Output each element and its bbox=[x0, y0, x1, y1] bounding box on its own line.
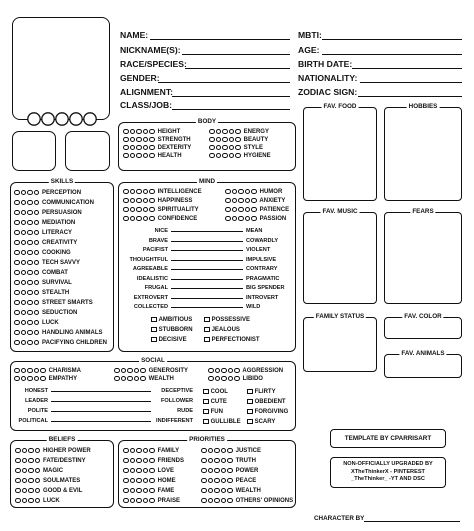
skill-row[interactable]: COMMUNICATION bbox=[14, 198, 107, 208]
mbti-label: MBTI: bbox=[298, 30, 322, 40]
spectrum-row[interactable]: THOUGHTFUL IMPULSIVE bbox=[129, 256, 277, 263]
checkbox-row[interactable]: FLIRTY bbox=[247, 387, 288, 397]
stat-row[interactable]: ANXIETY bbox=[225, 197, 289, 206]
social-mid-list bbox=[114, 367, 188, 383]
birth-date-line[interactable] bbox=[352, 68, 462, 69]
mind-section bbox=[118, 178, 296, 352]
stat-row[interactable]: BEAUTY bbox=[209, 136, 271, 144]
race-line[interactable] bbox=[185, 68, 290, 69]
skills-title: SKILLS bbox=[50, 178, 74, 185]
spectrum-row[interactable]: COLLECTED WILD bbox=[133, 304, 261, 310]
checkbox-row[interactable]: GULLIBLE bbox=[203, 417, 241, 427]
stat-row[interactable]: GENEROSITY bbox=[114, 367, 188, 375]
skill-row[interactable]: COOKING bbox=[14, 248, 107, 258]
priority-row[interactable]: FAME bbox=[123, 486, 184, 496]
portrait-small-right[interactable] bbox=[65, 131, 110, 171]
stat-row[interactable]: STYLE bbox=[209, 144, 271, 152]
character-by-line[interactable] bbox=[364, 521, 460, 522]
fav-animals-title: FAV. ANIMALS bbox=[401, 350, 445, 357]
spectrum-row[interactable]: POLITICAL INDIFFERENT bbox=[18, 418, 193, 424]
stat-row[interactable]: SPIRITUALITY bbox=[123, 206, 202, 215]
spectrum-row[interactable]: NICE MEAN bbox=[154, 228, 263, 234]
race-label: RACE/SPECIES: bbox=[120, 59, 187, 69]
skill-row[interactable]: MEDIATION bbox=[14, 218, 107, 228]
upgrade-credit-line3: _TheThinker_ -YT AND DSC bbox=[351, 476, 425, 483]
template-credit-box bbox=[330, 429, 446, 448]
checkbox-row[interactable]: PERFECTIONIST bbox=[204, 335, 260, 345]
stat-row[interactable]: STRENGTH bbox=[123, 136, 191, 144]
class-job-label: CLASS/JOB: bbox=[120, 100, 173, 110]
priority-row[interactable]: JUSTICE bbox=[201, 446, 293, 456]
stat-row[interactable]: PATIENCE bbox=[225, 206, 289, 215]
stat-row[interactable]: PASSION bbox=[225, 215, 289, 224]
skill-row[interactable]: COMBAT bbox=[14, 268, 107, 278]
mind-title: MIND bbox=[198, 178, 216, 185]
spectrum-row[interactable]: EXTROVERT INTROVERT bbox=[133, 294, 279, 301]
fears-box[interactable] bbox=[384, 208, 462, 304]
priority-row[interactable]: PEACE bbox=[201, 476, 293, 486]
checkbox-row[interactable]: OBEDIENT bbox=[247, 397, 288, 407]
spectrum-row[interactable]: HONEST DECEPTIVE bbox=[24, 388, 193, 394]
priority-row[interactable]: LOVE bbox=[123, 466, 184, 476]
stat-row[interactable]: AGGRESSION bbox=[208, 367, 283, 375]
priority-row[interactable]: POWER bbox=[201, 466, 293, 476]
belief-row[interactable]: GOOD & EVIL bbox=[15, 486, 91, 496]
checkbox-row[interactable]: POSSESSIVE bbox=[204, 315, 260, 325]
fav-color-box[interactable] bbox=[384, 313, 462, 339]
body-section bbox=[118, 118, 296, 171]
skills-section bbox=[10, 178, 114, 352]
social-right-list bbox=[208, 367, 283, 383]
mind-checks-left bbox=[151, 315, 193, 345]
upgrade-credit-line1: NON-OFFICIALLY UPGRADED BY bbox=[343, 461, 433, 468]
skill-row[interactable]: STEALTH bbox=[14, 288, 107, 298]
fav-music-box[interactable] bbox=[303, 208, 377, 304]
bead-chain-icon bbox=[27, 111, 97, 127]
priority-row[interactable]: HOME bbox=[123, 476, 184, 486]
name-label: NAME: bbox=[120, 30, 149, 40]
social-section bbox=[10, 357, 296, 431]
skill-row[interactable]: CREATIVITY bbox=[14, 238, 107, 248]
beliefs-title: BELIEFS bbox=[48, 436, 76, 443]
priority-row[interactable]: FAMILY bbox=[123, 446, 184, 456]
character-by-label: CHARACTER BY bbox=[314, 515, 365, 522]
spectrum-row[interactable]: LEADER FOLLOWER bbox=[25, 398, 193, 404]
stat-row[interactable]: HYGIENE bbox=[209, 152, 271, 160]
belief-row[interactable]: SOULMATES bbox=[15, 476, 91, 486]
fav-food-title: FAV. FOOD bbox=[323, 103, 357, 110]
birth-date-label: BIRTH DATE: bbox=[298, 59, 353, 69]
checkbox-row[interactable]: AMBITIOUS bbox=[151, 315, 193, 325]
priorities-title: PRIORITIES bbox=[189, 436, 225, 443]
social-left-list bbox=[14, 367, 81, 383]
checkbox-row[interactable]: DECISIVE bbox=[151, 335, 193, 345]
skill-row[interactable]: PERCEPTION bbox=[14, 188, 107, 198]
upgrade-credit-box bbox=[330, 457, 446, 488]
zodiac-label: ZODIAC SIGN: bbox=[298, 87, 358, 97]
belief-row[interactable]: HIGHER POWER bbox=[15, 446, 91, 456]
spectrum-row[interactable]: IDEALISTIC PRAGMATIC bbox=[136, 275, 280, 282]
spectrum-row[interactable]: BRAVE COWARDLY bbox=[148, 237, 279, 244]
priority-row[interactable]: FRIENDS bbox=[123, 456, 184, 466]
checkbox-row[interactable]: FUN bbox=[203, 407, 241, 417]
stat-row[interactable]: WEALTH bbox=[114, 375, 188, 383]
stat-row[interactable]: EMPATHY bbox=[14, 375, 81, 383]
nationality-label: NATIONALITY: bbox=[298, 73, 358, 83]
spectrum-row[interactable]: PACIFIST VIOLENT bbox=[142, 247, 271, 253]
age-label: AGE: bbox=[298, 45, 320, 55]
stat-row[interactable]: HAPPINESS bbox=[123, 197, 202, 206]
name-line[interactable] bbox=[150, 39, 290, 40]
family-status-box[interactable] bbox=[303, 313, 377, 372]
beliefs-list bbox=[15, 446, 91, 506]
mbti-line[interactable] bbox=[322, 39, 462, 40]
mind-right-list bbox=[225, 188, 289, 224]
portrait-small-left[interactable] bbox=[12, 131, 56, 171]
stat-row[interactable]: CONFIDENCE bbox=[123, 215, 202, 224]
gender-label: GENDER: bbox=[120, 73, 160, 83]
body-right-list bbox=[209, 128, 271, 160]
body-title: BODY bbox=[197, 118, 217, 125]
fav-food-box[interactable] bbox=[303, 103, 377, 201]
nationality-line[interactable] bbox=[360, 82, 462, 83]
spectrum-row[interactable]: FRUGAL BIG SPENDER bbox=[144, 285, 285, 291]
fears-title: FEARS bbox=[412, 208, 434, 215]
belief-row[interactable]: MAGIC bbox=[15, 466, 91, 476]
skill-row[interactable]: SURVIVAL bbox=[14, 278, 107, 288]
beliefs-section bbox=[10, 436, 114, 508]
class-job-line[interactable] bbox=[172, 109, 290, 110]
nickname-label: NICKNAME(S): bbox=[120, 45, 181, 55]
priority-row[interactable]: PRAISE bbox=[123, 496, 184, 506]
stat-row[interactable]: HUMOR bbox=[225, 188, 289, 197]
social-checks-left bbox=[203, 387, 241, 427]
alignment-label: ALIGNMENT: bbox=[120, 87, 173, 97]
checkbox-row[interactable]: CUTE bbox=[203, 397, 241, 407]
priority-row[interactable]: WEALTH bbox=[201, 486, 293, 496]
fav-color-title: FAV. COLOR bbox=[404, 313, 442, 320]
skill-row[interactable]: SEDUCTION bbox=[14, 308, 107, 318]
template-credit: TEMPLATE BY CPARRISART bbox=[344, 435, 432, 442]
gender-line[interactable] bbox=[158, 82, 290, 83]
skill-row[interactable]: PERSUASION bbox=[14, 208, 107, 218]
stat-row[interactable]: LIBIDO bbox=[208, 375, 283, 383]
social-checks-right bbox=[247, 387, 288, 427]
stat-row[interactable]: CHARISMA bbox=[14, 367, 81, 375]
mind-checks-right bbox=[204, 315, 260, 345]
belief-row[interactable]: LUCK bbox=[15, 496, 91, 506]
stat-row[interactable]: DEXTERITY bbox=[123, 144, 191, 152]
nickname-line[interactable] bbox=[182, 54, 290, 55]
portrait-frame[interactable] bbox=[12, 17, 110, 120]
social-title: SOCIAL bbox=[141, 357, 165, 364]
stat-row[interactable]: HEIGHT bbox=[123, 128, 191, 136]
spectrum-row[interactable]: AGREEABLE CONTRARY bbox=[132, 266, 278, 272]
skill-row[interactable]: STREET SMARTS bbox=[14, 298, 107, 308]
hobbies-box[interactable] bbox=[384, 103, 462, 201]
upgrade-credit-line2: XTheThinkerX - PINTEREST bbox=[351, 468, 425, 475]
body-left-list bbox=[123, 128, 191, 160]
skill-row[interactable]: PACIFYING CHILDREN bbox=[14, 338, 107, 348]
skill-row[interactable]: LUCK bbox=[14, 318, 107, 328]
alignment-line[interactable] bbox=[172, 96, 290, 97]
stat-row[interactable]: HEALTH bbox=[123, 152, 191, 160]
hobbies-title: HOBBIES bbox=[408, 103, 438, 110]
checkbox-row[interactable]: SCARY bbox=[247, 417, 288, 427]
family-status-title: FAMILY STATUS bbox=[315, 313, 365, 320]
spectrum-row[interactable]: POLITE RUDE bbox=[27, 408, 193, 414]
priorities-left-list bbox=[123, 446, 184, 506]
priority-row[interactable]: OTHERS' OPINIONS bbox=[201, 496, 293, 506]
priorities-right-list bbox=[201, 446, 293, 506]
portrait-beads bbox=[27, 111, 97, 127]
skills-list bbox=[14, 188, 107, 348]
fav-animals-box[interactable] bbox=[384, 350, 462, 378]
priorities-section bbox=[118, 436, 296, 508]
skill-row[interactable]: TECH SAVVY bbox=[14, 258, 107, 268]
checkbox-row[interactable]: JEALOUS bbox=[204, 325, 260, 335]
belief-row[interactable]: FATE/DESTINY bbox=[15, 456, 91, 466]
mind-left-list bbox=[123, 188, 202, 224]
fav-music-title: FAV. MUSIC bbox=[322, 208, 358, 215]
checkbox-row[interactable]: STUBBORN bbox=[151, 325, 193, 335]
checkbox-row[interactable]: FORGIVING bbox=[247, 407, 288, 417]
zodiac-line[interactable] bbox=[358, 96, 462, 97]
age-line[interactable] bbox=[322, 54, 462, 55]
skill-row[interactable]: LITERACY bbox=[14, 228, 107, 238]
priority-row[interactable]: TRUTH bbox=[201, 456, 293, 466]
stat-row[interactable]: ENERGY bbox=[209, 128, 271, 136]
skill-row[interactable]: HANDLING ANIMALS bbox=[14, 328, 107, 338]
checkbox-row[interactable]: COOL bbox=[203, 387, 241, 397]
stat-row[interactable]: INTELLIGENCE bbox=[123, 188, 202, 197]
